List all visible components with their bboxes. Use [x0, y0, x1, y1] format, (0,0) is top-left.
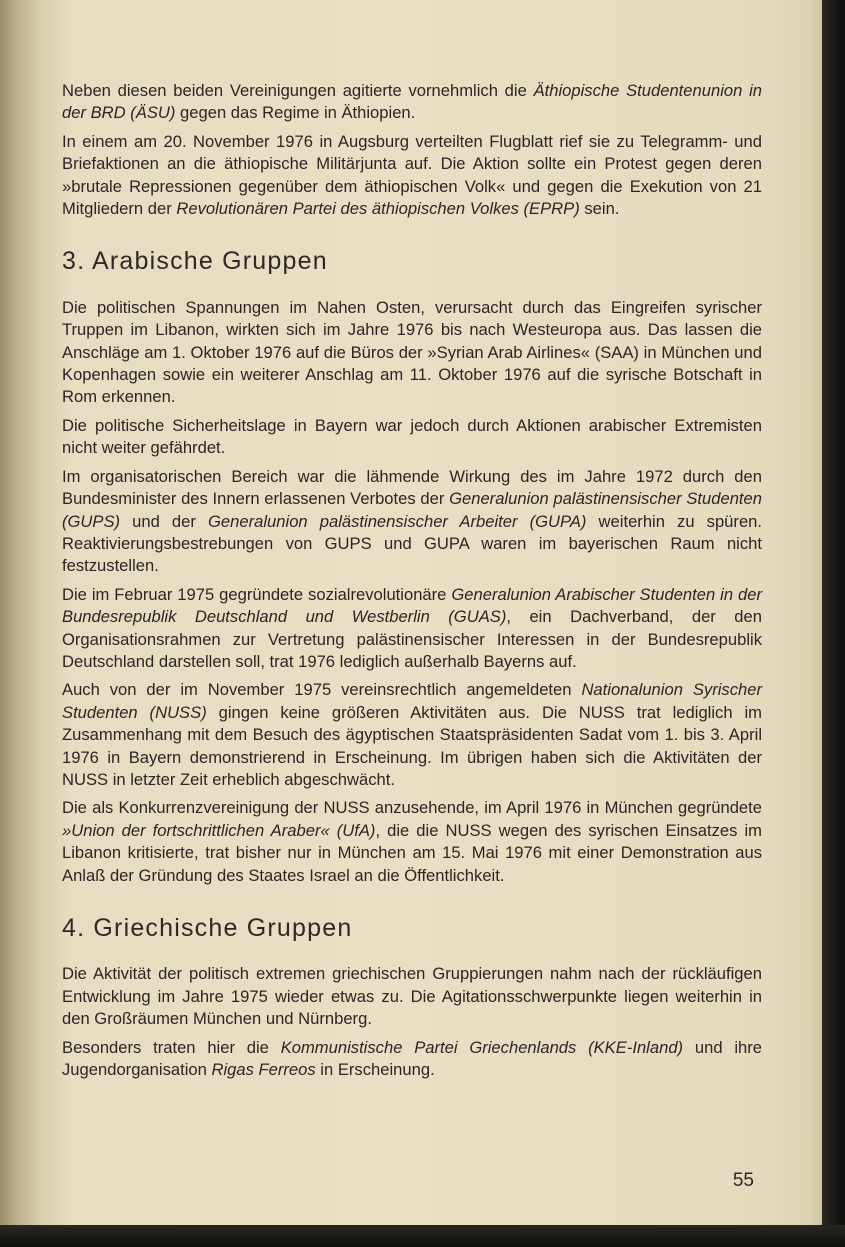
- page-bottom-shadow: [0, 1225, 845, 1247]
- italic-term: »Union der fortschrittlichen Araber« (UfA): [62, 820, 376, 840]
- text-run: Besonders traten hier die: [62, 1037, 281, 1057]
- paragraph: [62, 80, 762, 125]
- italic-term: Generalunion Arabischer Studenten in der Bundesrepublik Deutschland und Westberlin (GUAS): [62, 584, 762, 627]
- text-run: weiterhin zu spüren. Reaktivierungsbestrebungen von GUPS und GUPA waren im bayerischen Raum nicht festzustellen.: [62, 511, 763, 576]
- italic-term: Äthiopische Studentenunion in der BRD (ÄSU): [62, 81, 762, 123]
- text-run: , ein Dachverband, der den Organisationsrahmen zur Vertretung palästinensischer Interessen in der Bundesrepublik Deutschland darstellen soll, trat 1976 lediglich außerhalb Bayerns auf.: [62, 607, 762, 671]
- text-run: In einem am 20. November 1976 in Augsburg verteilten Flugblatt rief sie zu Telegramm- und Briefaktionen an die äthiopische Militärjunta auf. Die Aktion sollte ein Protest gegen deren »brutale Repressionen gegenüber dem äthiopischen Volk« und gegen die Exekution von 21 Mitgliedern der: [62, 131, 762, 219]
- section-heading-griechische-gruppen: 4. Griechische Gruppen: [62, 914, 353, 942]
- text-run: Die politischen Spannungen im Nahen Osten, verursacht durch das Eingreifen syrischer Truppen im Libanon, wirkten sich im Jahre 1976 bis nach Westeuropa aus. Das lassen die Anschläge am 1. Oktober 1976 auf die Büros der »Syrian Arab Airlines« (SAA) in München und Kopenhagen sowie ein weiterer Anschlag am 11. Oktober 1976 auf die syrische Botschaft in Rom erkennen.: [62, 297, 762, 407]
- text-run: und ihre Jugendorganisation: [62, 1037, 762, 1080]
- text-run: Auch von der im November 1975 vereinsrechtlich angemeldeten: [62, 680, 582, 700]
- italic-term: Nationalunion Syrischer Studenten (NUSS): [62, 680, 763, 722]
- page-number: 55: [732, 1170, 754, 1191]
- section-griechische-gruppen: [62, 963, 762, 1081]
- paragraph: [62, 584, 762, 674]
- italic-term: Generalunion palästinensischer Studenten (GUPS): [62, 489, 762, 531]
- italic-term: Generalunion palästinensischer Arbeiter (GUPA): [208, 511, 587, 531]
- text-run: Neben diesen beiden Vereinigungen agitierte vornehmlich die: [62, 81, 534, 100]
- italic-term: Kommunistische Partei Griechenlands (KKE-Inland): [280, 1037, 684, 1057]
- text-run: gegen das Regime in Äthiopien.: [175, 103, 416, 123]
- text-run: in Erscheinung.: [315, 1060, 435, 1080]
- page-content: [62, 80, 762, 1087]
- text-run: gingen keine größeren Aktivitäten aus. Die NUSS trat lediglich im Zusammenhang mit dem Besuch des ägyptischen Staatspräsidenten Sadat vom 1. bis 3. April 1976 in Bayern demonstrierend in Erscheinung. Im übrigen haben sich die Aktivitäten der NUSS in letzter Zeit erheblich abgeschwächt.: [62, 702, 762, 789]
- text-run: sein.: [579, 199, 620, 219]
- text-run: , die die NUSS wegen des syrischen Einsatzes im Libanon kritisierte, trat bisher nur in München am 15. Mai 1976 mit einer Demonstration aus Anlaß der Gründung des Staates Israel an die Öffentlichkeit.: [62, 820, 762, 885]
- section-heading-arabische-gruppen: 3. Arabische Gruppen: [62, 247, 328, 276]
- paragraph: [62, 131, 762, 221]
- paragraph: [62, 679, 762, 791]
- text-run: Die Aktivität der politisch extremen griechischen Gruppierungen nahm nach der rückläufigen Entwicklung im Jahre 1975 wieder etwas zu. Die Agitationsschwerpunkte liegen weiterhin in den Großräumen München und Nürnberg.: [62, 964, 762, 1029]
- paragraph: [62, 297, 762, 409]
- text-run: Die im Februar 1975 gegründete sozialrevolutionäre: [62, 584, 452, 604]
- paragraph: [62, 1037, 762, 1082]
- paragraph: [62, 415, 762, 460]
- text-run: Die politische Sicherheitslage in Bayern war jedoch durch Aktionen arabischer Extremisten nicht weiter gefährdet.: [62, 415, 762, 458]
- intro-block: [62, 80, 762, 220]
- italic-term: Revolutionären Partei des äthiopischen Volkes (EPRP): [176, 199, 580, 219]
- italic-term: Rigas Ferreos: [211, 1060, 316, 1080]
- page-edge-shadow: [822, 0, 845, 1247]
- paragraph: [62, 797, 762, 887]
- section-arabische-gruppen: [62, 297, 762, 887]
- text-run: Im organisatorischen Bereich war die lähmende Wirkung des im Jahre 1972 durch den Bundesminister des Innern erlassenen Verbotes der: [62, 466, 762, 509]
- paragraph: [62, 963, 762, 1030]
- text-run: Die als Konkurrenzvereinigung der NUSS anzusehende, im April 1976 in München gegründete: [62, 798, 762, 818]
- paragraph: [62, 466, 762, 578]
- text-run: und der: [120, 511, 209, 531]
